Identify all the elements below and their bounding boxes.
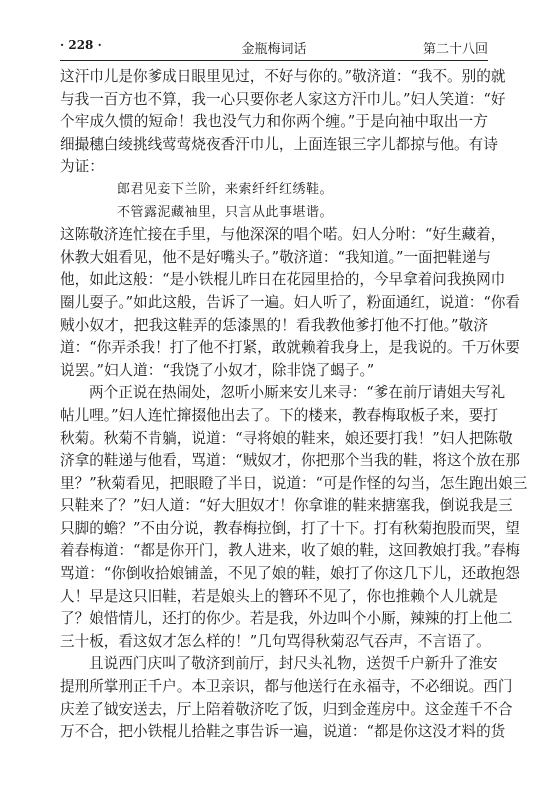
paragraph-last-line: 说罢。”妇人道：“我饶了小奴才，除非饶了蝎子。” bbox=[60, 361, 375, 379]
paragraph-last-line: 三十板，看这奴才怎么样的！”几句骂得秋菊忍气吞声，不言语了。 bbox=[60, 632, 491, 650]
text-line: 人！早是这只旧鞋，若是娘头上的簪环不见了，你也推赖个人儿就是 bbox=[60, 587, 498, 605]
body-text bbox=[60, 66, 528, 744]
text-line: 秋菊。秋菊不肯躺，说道：“寻将娘的鞋来，娘还要打我！”妇人把陈敬 bbox=[60, 429, 513, 447]
text-line: 他，如此这般：“是小铁棍儿昨日在花园里拾的，今早拿着问我换网巾 bbox=[60, 271, 506, 289]
text-line: 个牢成久惯的短命！我也没气力和你两个缠。”于是向袖中取出一方 bbox=[60, 113, 488, 131]
text-line: 与我一百方也不算，我一心只要你老人家这方汗巾儿。”妇人笑道：“好 bbox=[60, 90, 506, 108]
paragraph-last-line: 为证： bbox=[60, 158, 104, 176]
text-line: 贼小奴才，把我这鞋弄的恁漆黑的！看我教他爹打他不打他。”敬济 bbox=[60, 316, 488, 334]
text-line: 这陈敬济连忙接在手里，与他深深的唱个喏。妇人分咐：“好生藏着， bbox=[60, 226, 506, 244]
text-line: 只鞋来了？”妇人道：“好大胆奴才！你拿谁的鞋来搪塞我，倒说我是三 bbox=[60, 497, 513, 515]
paragraph-first-line: 两个正说在热闹处，忽听小厮来安儿来寻：“爹在前厅请姐夫写礼 bbox=[89, 384, 506, 402]
text-line: 提刑所掌刑正千户。本卫亲识，都与他送行在永福寺，不必细说。西门 bbox=[60, 678, 513, 696]
text-line: 休教大姐看见，他不是好嘴头子。”敬济道：“我知道。”一面把鞋递与 bbox=[60, 248, 492, 266]
text-line: 庆差了钺安送去，厅上陪着敬济吃了饭，归到金莲房中。这金莲千不合 bbox=[60, 700, 513, 718]
poem-line: 不管露泥藏袖里，只言从此事堪谐。 bbox=[117, 204, 334, 220]
text-line: 细撮穗白绫挑线莺莺烧夜香汗巾儿，上面连银三字儿都掠与他。有诗 bbox=[60, 135, 498, 153]
poem-line: 郎君见妾下兰阶，来索纤纤红绣鞋。 bbox=[117, 181, 334, 197]
page-number: · 228 · bbox=[60, 38, 102, 52]
text-line: 着春梅道：“都是你开门，教人进来，收了娘的鞋，这回教娘打我。”春梅 bbox=[60, 542, 521, 560]
text-line: 济拿的鞋递与他看，骂道：“贼奴才，你把那个当我的鞋，将这个放在那 bbox=[60, 452, 520, 470]
chapter-title: 第二十八回 bbox=[422, 42, 488, 57]
text-line: 骂道：“你倒收拾娘铺盖，不见了娘的鞋，娘打了你这几下儿，还敢抱怨 bbox=[60, 565, 520, 583]
text-line: 帖儿哩。”妇人连忙撺掇他出去了。下的楼来，教春梅取板子来，要打 bbox=[60, 406, 498, 424]
text-line: 只脚的蟾？”不由分说，教春梅拉倒，打了十下。打有秋菊抱股而哭，望 bbox=[60, 519, 520, 537]
text-line: 圈儿耍子。”如此这般，告诉了一遍。妇人听了，粉面通红，说道：“你看 bbox=[60, 293, 521, 311]
text-line: 这汗巾儿是你爹成日眼里见过，不好与你的。”敬济道：“我不。别的就 bbox=[60, 68, 506, 85]
text-line: 道：“你弄杀我！打了他不打紧，敢就赖着我身上，是我说的。千万休要 bbox=[60, 339, 520, 357]
paragraph-first-line: 且说西门庆叫了敬济到前厅，封尺头礼物，送贺千户新升了淮安 bbox=[89, 655, 498, 673]
text-line: 了？娘惜情儿，还打的你少。若是我，外边叫个小厮，辣辣的打上他二 bbox=[60, 610, 513, 628]
text-line: 里？”秋菊看见，把眼瞪了半日，说道：“可是作怪的勾当，怎生跑出娘三 bbox=[60, 474, 528, 492]
text-line: 万不合，把小铁棍儿拾鞋之事告诉一遍，说道：“都是你这没才料的货 bbox=[60, 723, 506, 741]
book-title: 金瓶梅词话 bbox=[241, 42, 307, 57]
page-header bbox=[60, 34, 488, 61]
